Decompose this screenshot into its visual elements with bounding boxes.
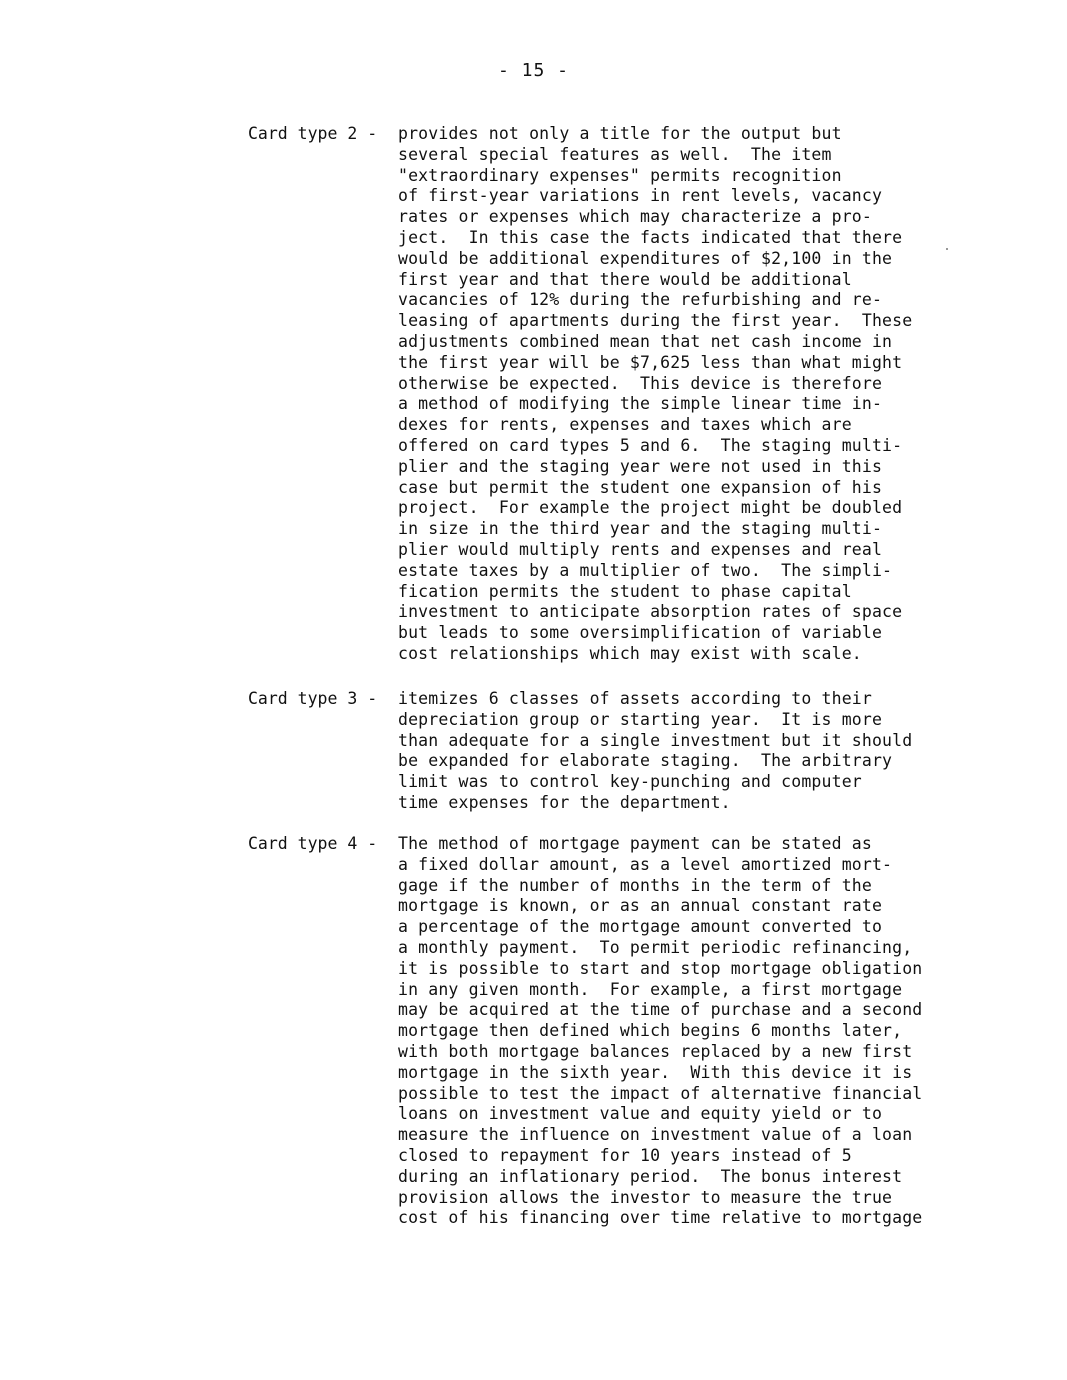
text-line: measure the influence on investment value of a loan <box>398 1125 913 1145</box>
text-line: possible to test the impact of alternative financial <box>398 1083 923 1103</box>
text-line: a monthly payment. To permit periodic refinancing, <box>398 937 913 957</box>
text-line: provision allows the investor to measure the true <box>398 1187 893 1207</box>
text-line: than adequate for a single investment but it should <box>398 730 913 750</box>
text-line: loans on investment value and equity yield or to <box>398 1104 883 1124</box>
text-line: may be acquired at the time of purchase and a second <box>398 1000 923 1020</box>
text-line: several special features as well. The item <box>398 144 832 164</box>
text-line: otherwise be expected. This device is therefore <box>398 373 883 393</box>
text-line: case but permit the student one expansion of his <box>398 477 883 497</box>
text-line: "extraordinary expenses" permits recognition <box>398 165 842 185</box>
text-line: ject. In this case the facts indicated that there <box>398 227 903 247</box>
card-type-label: Card type 4 - <box>248 834 378 853</box>
text-line: but leads to some oversimplification of variable <box>398 623 883 643</box>
text-line: time expenses for the department. <box>398 792 731 812</box>
page-number: - 15 - <box>497 60 570 81</box>
text-line: plier and the staging year were not used in this <box>398 456 883 476</box>
text-line: plier would multiply rents and expenses and real <box>398 539 883 559</box>
text-line: adjustments combined mean that net cash income in <box>398 331 893 351</box>
text-line: with both mortgage balances replaced by a new first <box>398 1041 913 1061</box>
text-line: a percentage of the mortgage amount converted to <box>398 917 883 937</box>
text-line: during an inflationary period. The bonus interest <box>398 1166 903 1186</box>
text-line: limit was to control key-punching and computer <box>398 772 862 792</box>
text-line: dexes for rents, expenses and taxes which are <box>398 415 852 435</box>
text-line: closed to repayment for 10 years instead of 5 <box>398 1145 852 1165</box>
card-type-label: Card type 3 - <box>248 689 378 708</box>
text-line: provides not only a title for the output but <box>398 124 842 143</box>
paragraph-body <box>398 124 912 665</box>
text-line: a method of modifying the simple linear time in- <box>398 394 883 414</box>
text-line: estate taxes by a multiplier of two. The simpli- <box>398 560 893 580</box>
text-line: offered on card types 5 and 6. The staging multi- <box>398 435 903 455</box>
text-line: mortgage in the sixth year. With this device it is <box>398 1062 913 1082</box>
text-line: rates or expenses which may characterize a pro- <box>398 207 872 227</box>
card-type-label: Card type 2 - <box>248 124 378 143</box>
text-line: mortgage is known, or as an annual constant rate <box>398 896 883 916</box>
text-line: depreciation group or starting year. It is more <box>398 709 883 729</box>
text-line: project. For example the project might be doubled <box>398 498 903 518</box>
text-line: a fixed dollar amount, as a level amortized mort- <box>398 854 893 874</box>
text-line: of first-year variations in rent levels, vacancy <box>398 186 883 206</box>
paragraph-body <box>398 689 912 814</box>
text-line: The method of mortgage payment can be stated as <box>398 834 872 853</box>
text-line: gage if the number of months in the term of the <box>398 875 872 895</box>
text-line: in size in the third year and the staging multi- <box>398 519 883 539</box>
text-line: vacancies of 12% during the refurbishing and re- <box>398 290 883 310</box>
text-line: first year and that there would be additional <box>398 269 852 289</box>
text-line: the first year will be $7,625 less than what might <box>398 352 903 372</box>
text-line: in any given month. For example, a first mortgage <box>398 979 903 999</box>
text-line: investment to anticipate absorption rates of space <box>398 602 903 622</box>
text-line: cost relationships which may exist with scale. <box>398 643 862 663</box>
text-line: itemizes 6 classes of assets according to their <box>398 689 872 708</box>
text-line: cost of his financing over time relative to mortgage <box>398 1208 923 1228</box>
text-line: leasing of apartments during the first year. These <box>398 311 913 331</box>
text-line: it is possible to start and stop mortgage obligation <box>398 958 923 978</box>
paragraph-body <box>398 834 922 1229</box>
text-line: fication permits the student to phase capital <box>398 581 852 601</box>
text-line: be expanded for elaborate staging. The arbitrary <box>398 751 893 771</box>
text-line: mortgage then defined which begins 6 months later, <box>398 1021 903 1041</box>
scan-speck <box>946 248 948 250</box>
text-line: would be additional expenditures of $2,100 in the <box>398 248 893 268</box>
